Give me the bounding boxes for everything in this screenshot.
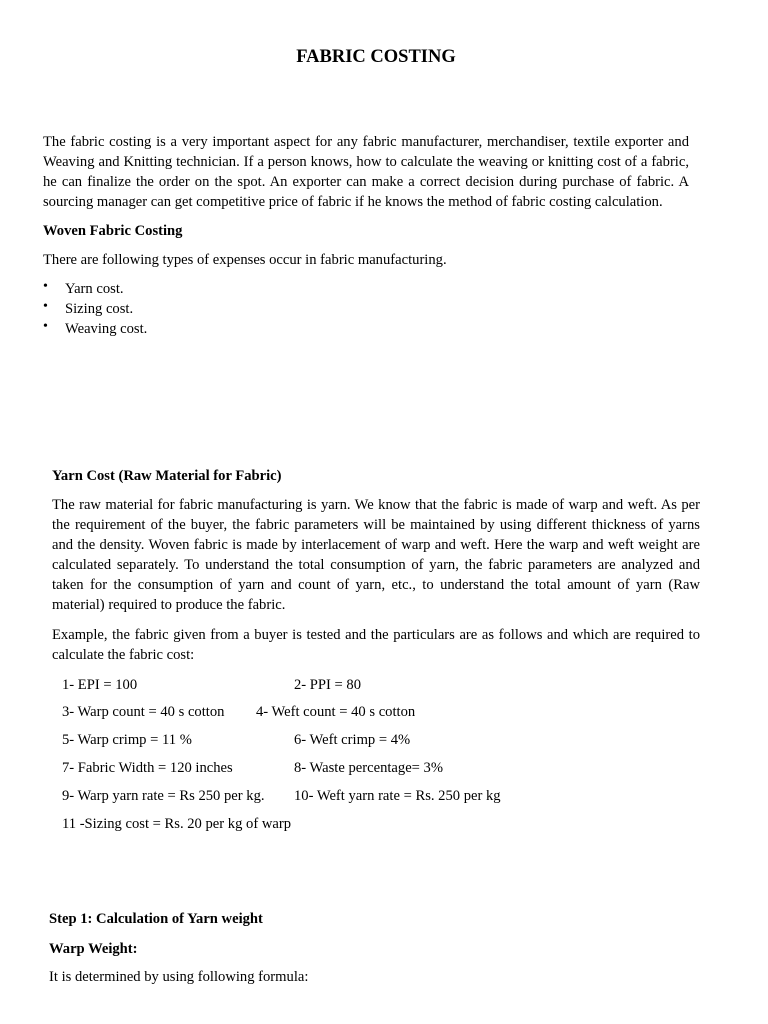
example-paragraph: Example, the fabric given from a buyer is tested and the particulars are as follows and which are required to calculate the fabric cost: (52, 627, 700, 663)
page-title: FABRIC COSTING (296, 47, 456, 67)
parameter-sizing-cost: 11 -Sizing cost = Rs. 20 per kg of warp (62, 816, 291, 832)
parameter-weft-crimp: 6- Weft crimp = 4% (294, 732, 411, 748)
bullet-icon: • (43, 299, 48, 314)
woven-fabric-costing-heading: Woven Fabric Costing (43, 223, 183, 239)
parameter-weft-yarn-rate: 10- Weft yarn rate = Rs. 250 per kg (294, 788, 501, 804)
list-item-text: Weaving cost. (65, 321, 148, 337)
parameter-warp-crimp: 5- Warp crimp = 11 % (62, 732, 192, 748)
parameter-fabric-width: 7- Fabric Width = 120 inches (62, 760, 233, 776)
list-item (43, 299, 443, 319)
list-item (43, 279, 443, 299)
warp-weight-heading: Warp Weight: (49, 941, 138, 957)
expenses-intro: There are following types of expenses occur in fabric manufacturing. (43, 252, 447, 268)
list-item-text: Sizing cost. (65, 301, 134, 317)
formula-intro: It is determined by using following formula: (49, 969, 309, 985)
yarn-cost-paragraph: The raw material for fabric manufacturing is yarn. We know that the fabric is made of warp and weft. As per the requirement of the buyer, the fabric parameters will be maintained by using different thickness of yarns and the density. Woven fabric is made by interlacement of warp and weft. Here the warp and weft weight are calculated separately. To understand the total consumption of yarn, the fabric parameters are analyzed and taken for the consumption of yarn and count of yarn, etc., to understand the total amount of yarn (Raw material) required to produce the fabric. (52, 497, 700, 613)
parameter-ppi: 2- PPI = 80 (294, 677, 362, 693)
intro-paragraph: The fabric costing is a very important aspect for any fabric manufacturer, merchandiser, textile exporter and Weaving and Knitting technician. If a person knows, how to calculate the weaving or knitting cost of a fabric, he can finalize the order on the spot. An exporter can make a correct decision during purchase of fabric. A sourcing manager can get competitive price of fabric if he knows the method of fabric costing calculation. (43, 134, 689, 210)
parameter-warp-count: 3- Warp count = 40 s cotton (62, 704, 225, 720)
parameter-warp-yarn-rate: 9- Warp yarn rate = Rs 250 per kg. (62, 788, 265, 804)
list-item (43, 319, 443, 339)
list-item-text: Yarn cost. (65, 281, 124, 297)
yarn-cost-heading: Yarn Cost (Raw Material for Fabric) (52, 468, 282, 484)
parameter-weft-count: 4- Weft count = 40 s cotton (256, 704, 416, 720)
expenses-list (43, 279, 443, 339)
parameter-waste-percentage: 8- Waste percentage= 3% (294, 760, 444, 776)
parameter-epi: 1- EPI = 100 (62, 677, 138, 693)
step1-heading: Step 1: Calculation of Yarn weight (49, 911, 263, 927)
bullet-icon: • (43, 279, 48, 294)
bullet-icon: • (43, 319, 48, 334)
